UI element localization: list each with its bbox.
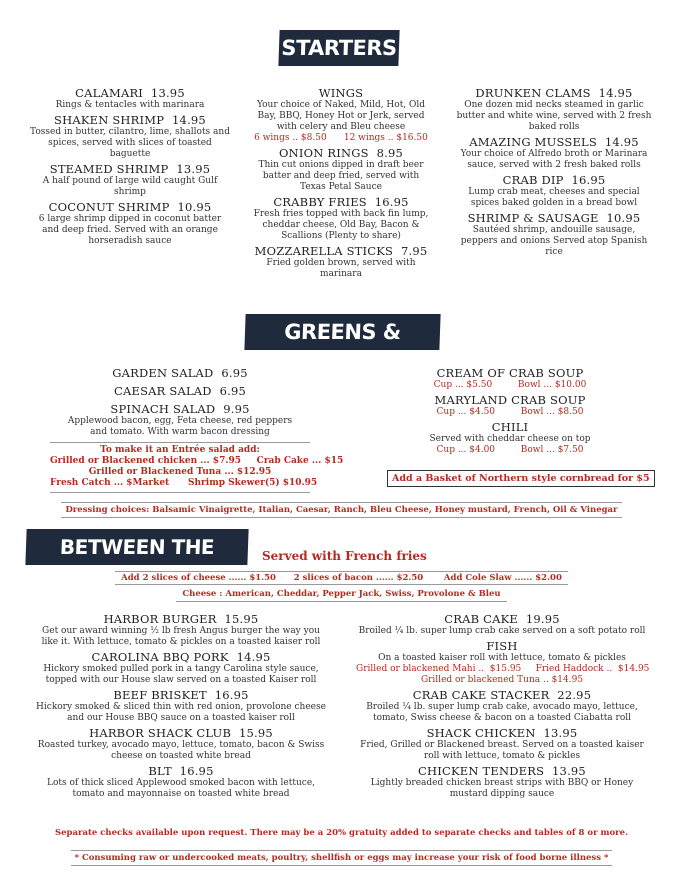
item-price: 16.95 — [571, 173, 606, 187]
bread-subtitle: Served with French fries — [262, 549, 427, 563]
item-name: WINGS — [318, 86, 364, 100]
item-price: 13.95 — [552, 764, 586, 778]
item-name: CRAB CAKE STACKER — [412, 688, 550, 702]
menu-item — [456, 86, 652, 133]
dressing-choices — [0, 502, 683, 518]
item-price: 14.95 — [236, 650, 271, 664]
cornbread-box — [387, 470, 655, 487]
item-desc: Get our award winning ½ lb fresh Angus burger the way you like it. With lettuce, tomato & pickles on a toasted kaiser roll — [41, 626, 321, 647]
item-price: 7.95 — [401, 244, 428, 258]
fish-prices-1: Grilled or blackened Mahi .. $15.95 Fried Haddock .. $14.95 — [356, 664, 650, 674]
addons-text: Add 2 slices of cheese ...... $1.50 2 slices of bacon ...... $2.50 Add Cole Slaw ...... $2.00 — [115, 571, 568, 585]
menu-item — [356, 764, 648, 800]
menu-item — [356, 612, 648, 637]
item-price: 10.95 — [606, 211, 641, 225]
starters-col-1 — [30, 84, 230, 247]
menu-item — [356, 639, 648, 686]
item-name: CRABBY FRIES — [273, 195, 367, 209]
item-price: 6.95 — [221, 366, 248, 380]
item-name: DRUNKEN CLAMS — [475, 86, 591, 100]
item-name: CAROLINA BBQ PORK — [91, 650, 229, 664]
item-price: 16.95 — [214, 688, 249, 702]
item-price: 13.95 — [543, 726, 578, 740]
item-desc: Your choice of Alfredo broth or Marinara sauce, served with 2 fresh baked rolls — [460, 149, 648, 170]
wings-prices: 6 wings .. $8.50 12 wings .. $16.50 — [254, 133, 428, 143]
item-desc: Fried golden brown, served with marinara — [266, 258, 416, 279]
greens-banner — [244, 314, 440, 380]
item-desc: Hickory smoked & sliced thin with red onion, provolone cheese and our House BBQ sauce on a toasted kaiser roll — [36, 702, 326, 723]
item-name: HARBOR SHACK CLUB — [89, 726, 232, 740]
item-price: 10.95 — [177, 200, 212, 214]
item-price: 6.95 — [219, 384, 246, 398]
item-name: CAESAR SALAD — [113, 384, 212, 398]
menu-item — [40, 384, 320, 398]
item-price: 14.95 — [604, 135, 639, 149]
item-name: FISH — [486, 639, 518, 653]
salads-col — [40, 364, 344, 493]
starters-title: STARTERS — [280, 36, 398, 60]
item-desc: Rings & tentacles with marinara — [55, 100, 205, 110]
cheese-options — [0, 589, 683, 602]
menu-item — [30, 113, 230, 160]
item-name: CRAB DIP — [502, 173, 564, 187]
menu-item — [250, 244, 432, 280]
item-name: SPINACH SALAD — [110, 402, 216, 416]
item-price: 8.95 — [376, 146, 403, 160]
menu-item — [34, 612, 328, 648]
item-name: STEAMED SHRIMP — [49, 162, 169, 176]
menu-item — [30, 86, 230, 111]
bread-banner — [25, 529, 248, 595]
item-desc: 6 large shrimp dipped in coconut batter and deep fried. Served with an orange horseradish sauce — [38, 214, 222, 246]
menu-item — [30, 162, 230, 198]
entree-head: To make it an Entrée salad add: — [100, 445, 260, 455]
soups-col — [390, 364, 630, 456]
item-desc: Lots of thick sliced Applewood smoked bacon with lettuce, tomato and mayonnaise on toasted white bread — [46, 778, 316, 799]
item-name: HARBOR BURGER — [103, 612, 217, 626]
menu-item — [390, 393, 630, 418]
item-name: ONION RINGS — [279, 146, 369, 160]
item-name: COCONUT SHRIMP — [48, 200, 170, 214]
menu-item — [456, 135, 652, 171]
menu-item — [34, 650, 328, 686]
item-price: 9.95 — [223, 402, 250, 416]
item-name: CREAM OF CRAB SOUP — [436, 366, 584, 380]
item-desc: Lump crab meat, cheeses and special spices baked golden in a bread bowl — [468, 187, 640, 208]
bread-left-col — [34, 610, 328, 800]
soup-prices: Cup ... $4.00 Bowl ... $7.50 — [436, 445, 584, 455]
item-desc: Thin cut onions dipped in draft beer batter and deep fried, served with Texas Petal Sauce — [258, 160, 424, 192]
item-desc: Tossed in butter, cilantro, lime, shallots and spices, served with slices of toasted baguette — [30, 127, 230, 159]
item-desc: Hickory smoked pulled pork in a tangy Carolina style sauce, topped with our House slaw served on a toasted Kaiser roll — [43, 664, 319, 685]
soup-prices: Cup ... $4.50 Bowl ... $8.50 — [436, 407, 584, 417]
item-desc: Sautéed shrimp, andouille sausage, peppers and onions Served atop Spanish rice — [460, 225, 648, 257]
starters-col-3 — [456, 84, 652, 258]
menu-item — [34, 688, 328, 724]
item-name: CHILI — [491, 420, 529, 434]
item-name: CHICKEN TENDERS — [418, 764, 545, 778]
item-desc: Broiled ¼ lb. super lump crab cake, avocado mayo, lettuce, tomato, Swiss cheese & bacon on a toasted Ciabatta roll — [366, 702, 638, 723]
item-name: BLT — [148, 764, 172, 778]
menu-item — [250, 86, 432, 144]
item-price: 19.95 — [525, 612, 560, 626]
item-desc: One dozen mid necks steamed in garlic butter and white wine, served with 2 fresh baked rolls — [456, 100, 652, 132]
entree-line-2: Grilled or Blackened Tuna ... $12.95 — [88, 467, 272, 477]
item-name: CRAB CAKE — [444, 612, 518, 626]
menu-item — [40, 366, 320, 380]
item-desc: Applewood bacon, egg, Feta cheese, red peppers and tomato. With warm bacon dressing — [67, 416, 293, 437]
menu-item — [250, 195, 432, 242]
item-price: 16.95 — [374, 195, 409, 209]
item-desc: Lightly breaded chicken breast strips with BBQ or Honey mustard dipping sauce — [370, 778, 634, 799]
item-price: 15.95 — [224, 612, 259, 626]
menu-item — [34, 726, 328, 762]
menu-item — [390, 420, 630, 456]
item-name: MOZZARELLA STICKS — [254, 244, 394, 258]
item-price: 13.95 — [150, 86, 185, 100]
menu-item — [40, 402, 320, 438]
item-price: 14.95 — [598, 86, 633, 100]
item-name: AMAZING MUSSELS — [469, 135, 597, 149]
bread-title: BETWEEN THE BREAD — [59, 535, 215, 595]
item-price: 22.95 — [557, 688, 592, 702]
item-desc: Broiled ¼ lb. super lump crab cake served on a soft potato roll — [358, 626, 646, 636]
consumer-warning — [0, 850, 683, 866]
fish-prices-2: Grilled or blackened Tuna .. $14.95 — [420, 675, 584, 685]
menu-item — [250, 146, 432, 193]
soup-prices: Cup ... $5.50 Bowl ... $10.00 — [433, 380, 587, 390]
item-desc: Fried, Grilled or Blackened breast. Served on a toasted kaiser roll with lettuce, tomato & pickles — [360, 740, 644, 761]
item-desc: On a toasted kaiser roll with lettuce, tomato & pickles — [378, 653, 626, 663]
item-name: SHRIMP & SAUSAGE — [467, 211, 599, 225]
item-price: 13.95 — [176, 162, 211, 176]
menu-item — [356, 726, 648, 762]
menu-item — [456, 211, 652, 258]
menu-item — [30, 200, 230, 247]
item-price: 15.95 — [238, 726, 273, 740]
item-name: SHACK CHICKEN — [426, 726, 536, 740]
item-desc: A half pound of large wild caught Gulf shrimp — [42, 176, 218, 197]
bread-right-col — [356, 610, 648, 800]
menu-item — [356, 688, 648, 724]
separate-checks-note — [0, 828, 683, 838]
menu-item — [390, 366, 630, 391]
entree-line-1: Grilled or Blackened chicken ... $7.95 Crab Cake ... $15 — [50, 456, 344, 466]
starters-col-2 — [250, 84, 432, 280]
warning-text: * Consuming raw or undercooked meats, poultry, shellfish or eggs may increase your risk of food borne illness * — [71, 850, 613, 866]
cornbread-text: Add a Basket of Northern style cornbread for $5 — [392, 473, 650, 484]
entree-addons — [50, 442, 344, 493]
item-name: MARYLAND CRAB SOUP — [434, 393, 586, 407]
bread-addons — [0, 571, 683, 585]
item-desc: Roasted turkey, avocado mayo, lettuce, tomato, bacon & Swiss cheese on toasted white bread — [37, 740, 325, 761]
item-name: GARDEN SALAD — [112, 366, 214, 380]
cheese-text: Cheese : American, Cheddar, Pepper Jack, Swiss, Provolone & Bleu — [176, 589, 506, 602]
starters-banner — [278, 30, 399, 66]
item-price: 14.95 — [172, 113, 206, 127]
item-desc: Served with cheddar cheese on top — [429, 434, 591, 444]
checks-text: Separate checks available upon request. There may be a 20% gratuity added to separate checks and tables of 8 or more. — [54, 828, 629, 838]
menu-item — [34, 764, 328, 800]
item-desc: Your choice of Naked, Mild, Hot, Old Bay, BBQ, Honey Hot or Jerk, served with celery and Bleu cheese — [256, 100, 426, 132]
item-desc: Fresh fries topped with back fin lump, cheddar cheese, Old Bay, Bacon & Scallions (Plenty to share) — [253, 209, 429, 241]
item-name: BEEF BRISKET — [113, 688, 207, 702]
item-price: 16.95 — [179, 764, 214, 778]
greens-title: GREENS & SOUPS — [283, 320, 402, 380]
dressing-text: Dressing choices: Balsamic Vinaigrette, Italian, Caesar, Ranch, Bleu Cheese, Honey mustard, French, Oil & Vinegar — [61, 502, 621, 518]
entree-line-3: Fresh Catch ... $Market Shrimp Skewer(5) $10.95 — [50, 478, 318, 488]
item-name: SHAKEN SHRIMP — [54, 113, 165, 127]
menu-item — [456, 173, 652, 209]
item-name: CALAMARI — [75, 86, 144, 100]
